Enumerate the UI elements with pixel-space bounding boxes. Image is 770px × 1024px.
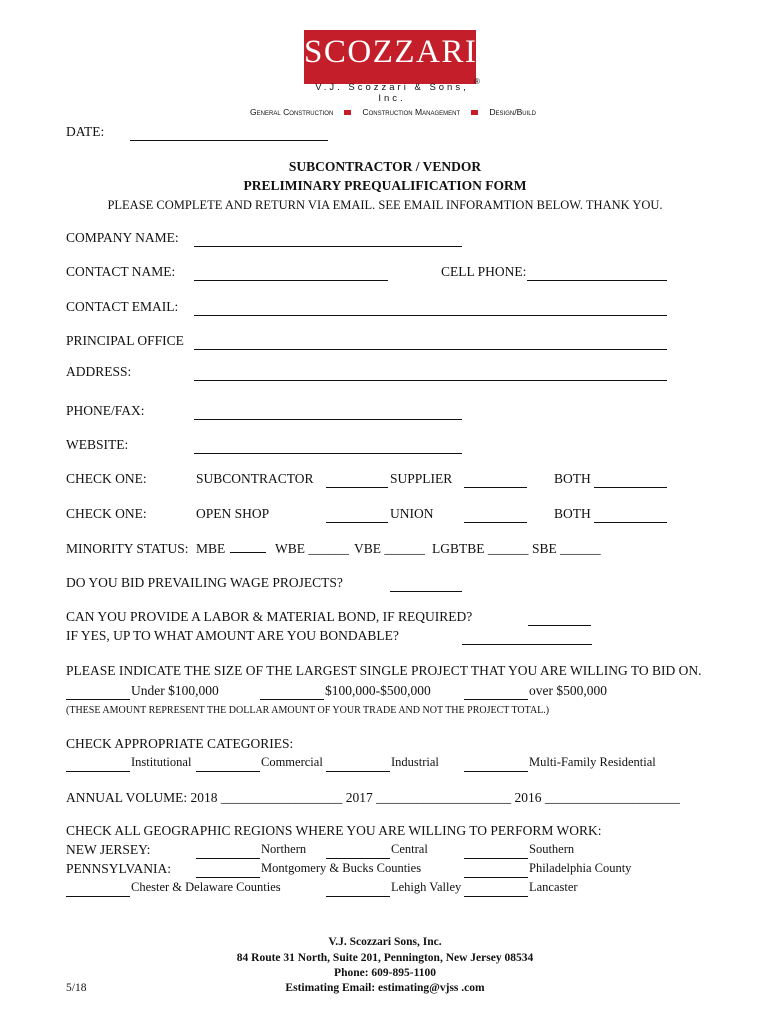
lancaster-checkbox[interactable] bbox=[464, 896, 528, 897]
bond-question: CAN YOU PROVIDE A LABOR & MATERIAL BOND, IF REQUIRED? bbox=[66, 609, 473, 624]
philadelphia-option: Philadelphia County bbox=[529, 861, 632, 875]
commercial-checkbox[interactable] bbox=[196, 771, 260, 772]
both-option: BOTH bbox=[554, 506, 591, 521]
separator-square-icon bbox=[344, 110, 351, 115]
form-instructions: PLEASE COMPLETE AND RETURN VIA EMAIL. SEE EMAIL INFORAMTION BELOW. THANK YOU. bbox=[107, 198, 663, 212]
check-one-label: CHECK ONE: bbox=[66, 471, 147, 486]
100k-500k-checkbox[interactable] bbox=[260, 699, 324, 700]
categories-label: CHECK APPROPRIATE CATEGORIES: bbox=[66, 736, 294, 751]
contact-email-field[interactable] bbox=[194, 315, 667, 316]
under-100k-option: Under $100,000 bbox=[131, 683, 219, 698]
form-title-1: SUBCONTRACTOR / VENDOR bbox=[288, 159, 482, 174]
commercial-option: Commercial bbox=[261, 755, 323, 769]
mbe-field[interactable] bbox=[230, 552, 266, 553]
address-field[interactable] bbox=[194, 380, 667, 381]
separator-square-icon bbox=[471, 110, 478, 115]
new-jersey-label: NEW JERSEY: bbox=[66, 842, 151, 857]
tagline-item: General Construction bbox=[250, 107, 334, 117]
philadelphia-checkbox[interactable] bbox=[464, 877, 528, 878]
lehigh-valley-checkbox[interactable] bbox=[326, 896, 390, 897]
subcontractor-checkbox[interactable] bbox=[326, 487, 388, 488]
regions-label: CHECK ALL GEOGRAPHIC REGIONS WHERE YOU ARE WILLING TO PERFORM WORK: bbox=[66, 823, 602, 838]
footer-email[interactable]: Estimating Email: estimating@vjss .com bbox=[285, 982, 485, 994]
union-option: UNION bbox=[390, 506, 434, 521]
size-note: (THESE AMOUNT REPRESENT THE DOLLAR AMOUNT OF YOUR TRADE AND NOT THE PROJECT TOTAL.) bbox=[66, 705, 550, 716]
multifamily-checkbox[interactable] bbox=[464, 771, 528, 772]
annual-volume-row[interactable]: ANNUAL VOLUME: 2018 __________________ 2017 ____________________ 2016 ____________________ bbox=[66, 790, 680, 805]
footer-phone: Phone: 609-895-1100 bbox=[334, 967, 436, 979]
bondable-question: IF YES, UP TO WHAT AMOUNT ARE YOU BONDABLE? bbox=[66, 628, 399, 643]
phone-fax-label: PHONE/FAX: bbox=[66, 403, 145, 418]
phone-fax-field[interactable] bbox=[194, 419, 462, 420]
chester-delaware-checkbox[interactable] bbox=[66, 896, 130, 897]
date-label: DATE: bbox=[66, 124, 105, 139]
southern-option: Southern bbox=[529, 842, 575, 856]
logo-wordmark: SCOZZARI bbox=[304, 34, 478, 70]
contact-email-label: CONTACT EMAIL: bbox=[66, 299, 179, 314]
lgbtbe-option[interactable]: LGBTBE ______ bbox=[432, 541, 529, 556]
vbe-option[interactable]: VBE ______ bbox=[354, 541, 425, 556]
registered-mark: ® bbox=[474, 77, 480, 86]
over-500k-checkbox[interactable] bbox=[464, 699, 528, 700]
open-shop-option: OPEN SHOP bbox=[196, 506, 270, 521]
under-100k-checkbox[interactable] bbox=[66, 699, 130, 700]
northern-option: Northern bbox=[261, 842, 307, 856]
cell-phone-field[interactable] bbox=[527, 280, 667, 281]
supplier-option: SUPPLIER bbox=[390, 471, 453, 486]
tagline-item: Design/Build bbox=[489, 107, 536, 117]
mbe-option: MBE bbox=[196, 541, 226, 556]
wbe-option[interactable]: WBE ______ bbox=[275, 541, 349, 556]
contact-name-field[interactable] bbox=[194, 280, 388, 281]
100k-500k-option: $100,000-$500,000 bbox=[325, 683, 431, 698]
footer-address: 84 Route 31 North, Suite 201, Pennington, New Jersey 08534 bbox=[236, 952, 534, 964]
company-logo bbox=[304, 30, 476, 84]
both-checkbox[interactable] bbox=[594, 522, 667, 523]
company-name-field[interactable] bbox=[194, 246, 462, 247]
website-label: WEBSITE: bbox=[66, 437, 129, 452]
both-checkbox[interactable] bbox=[594, 487, 667, 488]
address-label: ADDRESS: bbox=[66, 364, 132, 379]
montgomery-bucks-checkbox[interactable] bbox=[196, 877, 260, 878]
central-checkbox[interactable] bbox=[326, 858, 390, 859]
supplier-checkbox[interactable] bbox=[464, 487, 527, 488]
industrial-checkbox[interactable] bbox=[326, 771, 390, 772]
over-500k-option: over $500,000 bbox=[529, 683, 607, 698]
institutional-checkbox[interactable] bbox=[66, 771, 130, 772]
prevailing-wage-field[interactable] bbox=[390, 591, 462, 592]
revision-date: 5/18 bbox=[66, 982, 87, 994]
open-shop-checkbox[interactable] bbox=[326, 522, 388, 523]
institutional-option: Institutional bbox=[131, 755, 192, 769]
logo-subtitle: V.J. Scozzari & Sons, Inc. bbox=[315, 82, 469, 104]
union-checkbox[interactable] bbox=[464, 522, 527, 523]
bond-field[interactable] bbox=[528, 625, 591, 626]
montgomery-bucks-option: Montgomery & Bucks Counties bbox=[261, 861, 422, 875]
date-field[interactable] bbox=[130, 140, 328, 141]
company-name-label: COMPANY NAME: bbox=[66, 230, 179, 245]
multifamily-option: Multi-Family Residential bbox=[529, 755, 656, 769]
logo-tagline bbox=[250, 107, 536, 117]
contact-name-label: CONTACT NAME: bbox=[66, 264, 176, 279]
tagline-item: Construction Management bbox=[362, 107, 461, 117]
subcontractor-option: SUBCONTRACTOR bbox=[196, 471, 314, 486]
lancaster-option: Lancaster bbox=[529, 880, 578, 894]
check-one-label: CHECK ONE: bbox=[66, 506, 147, 521]
principal-office-field[interactable] bbox=[194, 349, 667, 350]
industrial-option: Industrial bbox=[391, 755, 439, 769]
cell-phone-label: CELL PHONE: bbox=[441, 264, 527, 279]
footer-company: V.J. Scozzari Sons, Inc. bbox=[328, 936, 442, 948]
both-option: BOTH bbox=[554, 471, 591, 486]
project-size-question: PLEASE INDICATE THE SIZE OF THE LARGEST SINGLE PROJECT THAT YOU ARE WILLING TO BID ON. bbox=[66, 663, 702, 678]
central-option: Central bbox=[391, 842, 428, 856]
lehigh-valley-option: Lehigh Valley bbox=[391, 880, 462, 894]
pennsylvania-label: PENNSYLVANIA: bbox=[66, 861, 172, 876]
chester-delaware-option: Chester & Delaware Counties bbox=[131, 880, 281, 894]
form-title-2: PRELIMINARY PREQUALIFICATION FORM bbox=[243, 178, 527, 193]
northern-checkbox[interactable] bbox=[196, 858, 260, 859]
sbe-option[interactable]: SBE ______ bbox=[532, 541, 601, 556]
southern-checkbox[interactable] bbox=[464, 858, 528, 859]
website-field[interactable] bbox=[194, 453, 462, 454]
minority-status-label: MINORITY STATUS: bbox=[66, 541, 189, 556]
principal-office-label: PRINCIPAL OFFICE bbox=[66, 333, 184, 348]
bondable-amount-field[interactable] bbox=[462, 644, 592, 645]
prevailing-wage-question: DO YOU BID PREVAILING WAGE PROJECTS? bbox=[66, 575, 343, 590]
